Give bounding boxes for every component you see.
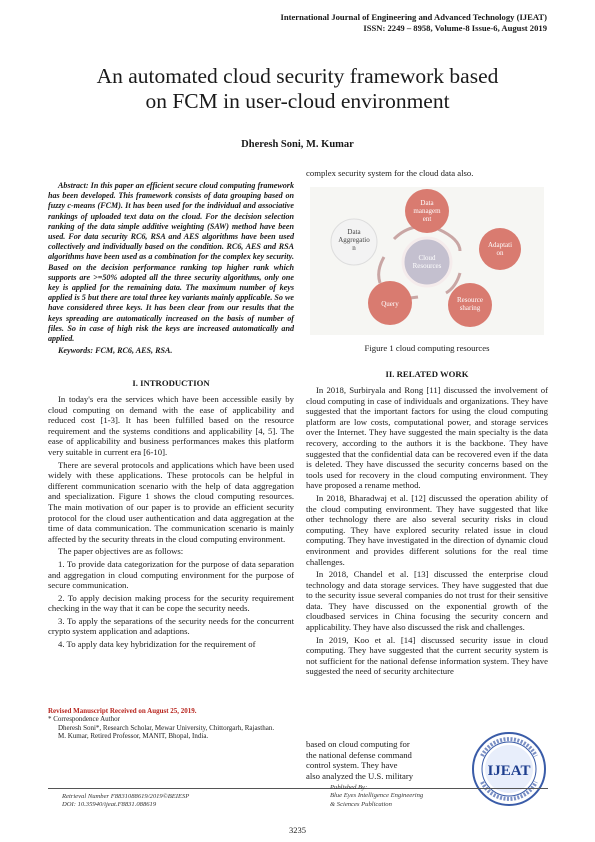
svg-text:Query: Query [381, 300, 399, 308]
related-paragraph: In 2018, Chandel et al. [13] discussed the enterprise cloud technology and data storage services. They have suggested that due to the security issue several companies do not trust for their sensitive data. They have discussed on the exponential growth of the cloudbased services in China focusing the security concern and applicability. They have also discussed the risk and challenges. [306, 569, 548, 633]
related-paragraph: In 2019, Koo et al. [14] discussed security issue in cloud computing. They have suggested that the current security system is not sufficient for the national defense information system. They have suggested the need of security architecture [306, 634, 548, 677]
journal-name: International Journal of Engineering and Advanced Technology (IJEAT) [280, 12, 547, 22]
intro-paragraph: The paper objectives are as follows: [58, 546, 184, 557]
svg-text:DataAggregation: Data Aggregatio n [338, 228, 370, 252]
abstract [48, 181, 294, 358]
ijeat-logo [470, 730, 548, 808]
keywords: Keywords: FCM, RC6, AES, RSA. [58, 346, 173, 356]
short-line: the national defense command [306, 749, 412, 760]
related-short-lines [306, 739, 456, 781]
journal-issn: ISSN: 2249 – 8958, Volume-8 Issue-6, August 2019 [363, 22, 547, 33]
objective-item: 4. To apply data key hybridization for the requirement of [58, 639, 256, 650]
footer-left [62, 793, 189, 810]
received-note: Revised Manuscript Received on August 25, 2019. [48, 707, 197, 715]
cycle-diagram [310, 187, 544, 335]
related-paragraph: In 2018, Bharadwaj et al. [12] discussed the operation ability of the cloud computing environment. They have suggested that like other technology there are also several security risks in cloud computing. They have explored security related issue in cloud computing. They have investigated in the direction of dynamic cloud environment and provides different solutions for the real time challenges. [306, 492, 548, 567]
authors: Dheresh Soni, M. Kumar [241, 139, 354, 150]
footnotes [48, 707, 294, 741]
author-affiliation: Dheresh Soni*, Research Scholar, Mewar University, Chittorgarh, Rajasthan. [58, 723, 275, 732]
short-line: control system. They have [306, 760, 398, 771]
publisher-line: Blue Eyes Intelligence Engineering [330, 792, 424, 800]
svg-text:Resourcesharing: Resource sharing [456, 296, 484, 312]
footer-divider [48, 788, 548, 789]
objective-item: 3. To apply the separations of the security needs for the concurrent crypto system application and adaptions. [48, 615, 294, 637]
introduction-body [48, 394, 294, 652]
title-line-2: on FCM in user-cloud environment [145, 89, 450, 113]
correspondence-note: * Correspondence Author [48, 715, 120, 723]
svg-text:CloudResources: Cloud Resources [412, 254, 442, 270]
figure-cloud-resources [310, 187, 544, 335]
logo-seal-icon [470, 730, 548, 808]
intro-paragraph: In today's era the services which have been accessible easily by cloud computing on demand with the ease of applicability and reduced cost [1-3]. It has been fulfilled based on the resource requirement and the systems conditions and applicability [4, 5]. The ease of applicability and business performances makes this platform very suitable in current era [6-10]. [48, 394, 294, 457]
short-line: based on cloud computing for [306, 739, 410, 749]
journal-header [280, 12, 547, 33]
published-by: Published By: [330, 784, 368, 791]
objective-item: 2. To apply decision making process for the security requirement checking in the way that it can be cope the security needs. [48, 592, 294, 614]
section-heading-related-work: II. RELATED WORK [385, 369, 469, 379]
doi: DOI: 10.35940/ijeat.F8831.088619 [62, 801, 157, 809]
retrieval-number: Retrieval Number F8831088619/2019©BEIESP [62, 793, 190, 800]
intro-continuation: complex security system for the cloud data also. [306, 168, 474, 178]
related-paragraph: In 2018, Surbiryala and Rong [11] discussed the involvement of cloud computing in case of individuals and organizations. They have suggested that the important factors for using the cloud computing platform are low costs, computational power, and storage services over the Internet. They have suggested the main specialty is the data recovery, according to the authors it is the backbone. They have suggested that the confidential data can be recovered even if the data is deleted. They have discussed the security concerns based on the tools used for recovery in the cloud computing environment. They have proposed a rename method. [306, 385, 548, 491]
title-line-1: An automated cloud security framework based [96, 64, 499, 88]
short-line: also analyzed the U.S. military [306, 770, 414, 781]
svg-text:IJEAT: IJEAT [487, 763, 531, 779]
author-affiliation: M. Kumar, Retired Professor, MANIT, Bhopal, India. [58, 732, 209, 741]
svg-text:Datamanagement: Data managem ent [413, 199, 441, 223]
paper-title [40, 64, 555, 114]
publisher-line: & Sciences Publication [330, 800, 392, 808]
page-number: 3235 [289, 825, 306, 835]
intro-paragraph: There are several protocols and applications which have been used widely with these applications. These protocols can be helpful in different communication scenario with the help of data aggregation and specialization. Figure 1 shows the cloud computing resources. The main motivation of our paper is to provide an efficient security protocol for the cloud user authentication and data aggregation at the time of data communication. The communication scenario is mainly affected by the security threats in the cloud computing environment. [48, 459, 294, 544]
related-work-body [306, 385, 548, 679]
objective-item: 1. To provide data categorization for the purpose of data separation and aggregation in cloud computing environment for the purpose of secure communication. [48, 558, 294, 591]
footer-publisher [330, 784, 423, 809]
abstract-text: Abstract: In this paper an efficient secure cloud computing framework has been developed. This framework consists of data grouping based on fuzzy c-means (FCM). It has been used for the individual and associative rankings of uploaded text data on the cloud. For the decision selection ranking of the data simple additive weighting (SAW) method have been used. For data security RC6, RSA and AES algorithms have been used collectively and individually based on the condition. RC6, AES and RSA algorithms have been used as a combination for the complex key security. Based on the decision performance ranking top higher rank which supports are >=50% adopted all the three security algorithms, only one key is applied for the remaining data. The maximum number of keys applied is 5 but there are total three key variants mainly applicable. So we have considered three keys. It has been clear from our results that the keys spreading are automatically increased on the basis of number of files. So in case of high risk the keys are increased automatically and applied. [48, 181, 294, 344]
section-heading-introduction: I. INTRODUCTION [132, 378, 210, 388]
svg-text:Adaptation: Adaptati on [487, 241, 513, 257]
figure-caption: Figure 1 cloud computing resources [364, 343, 490, 353]
